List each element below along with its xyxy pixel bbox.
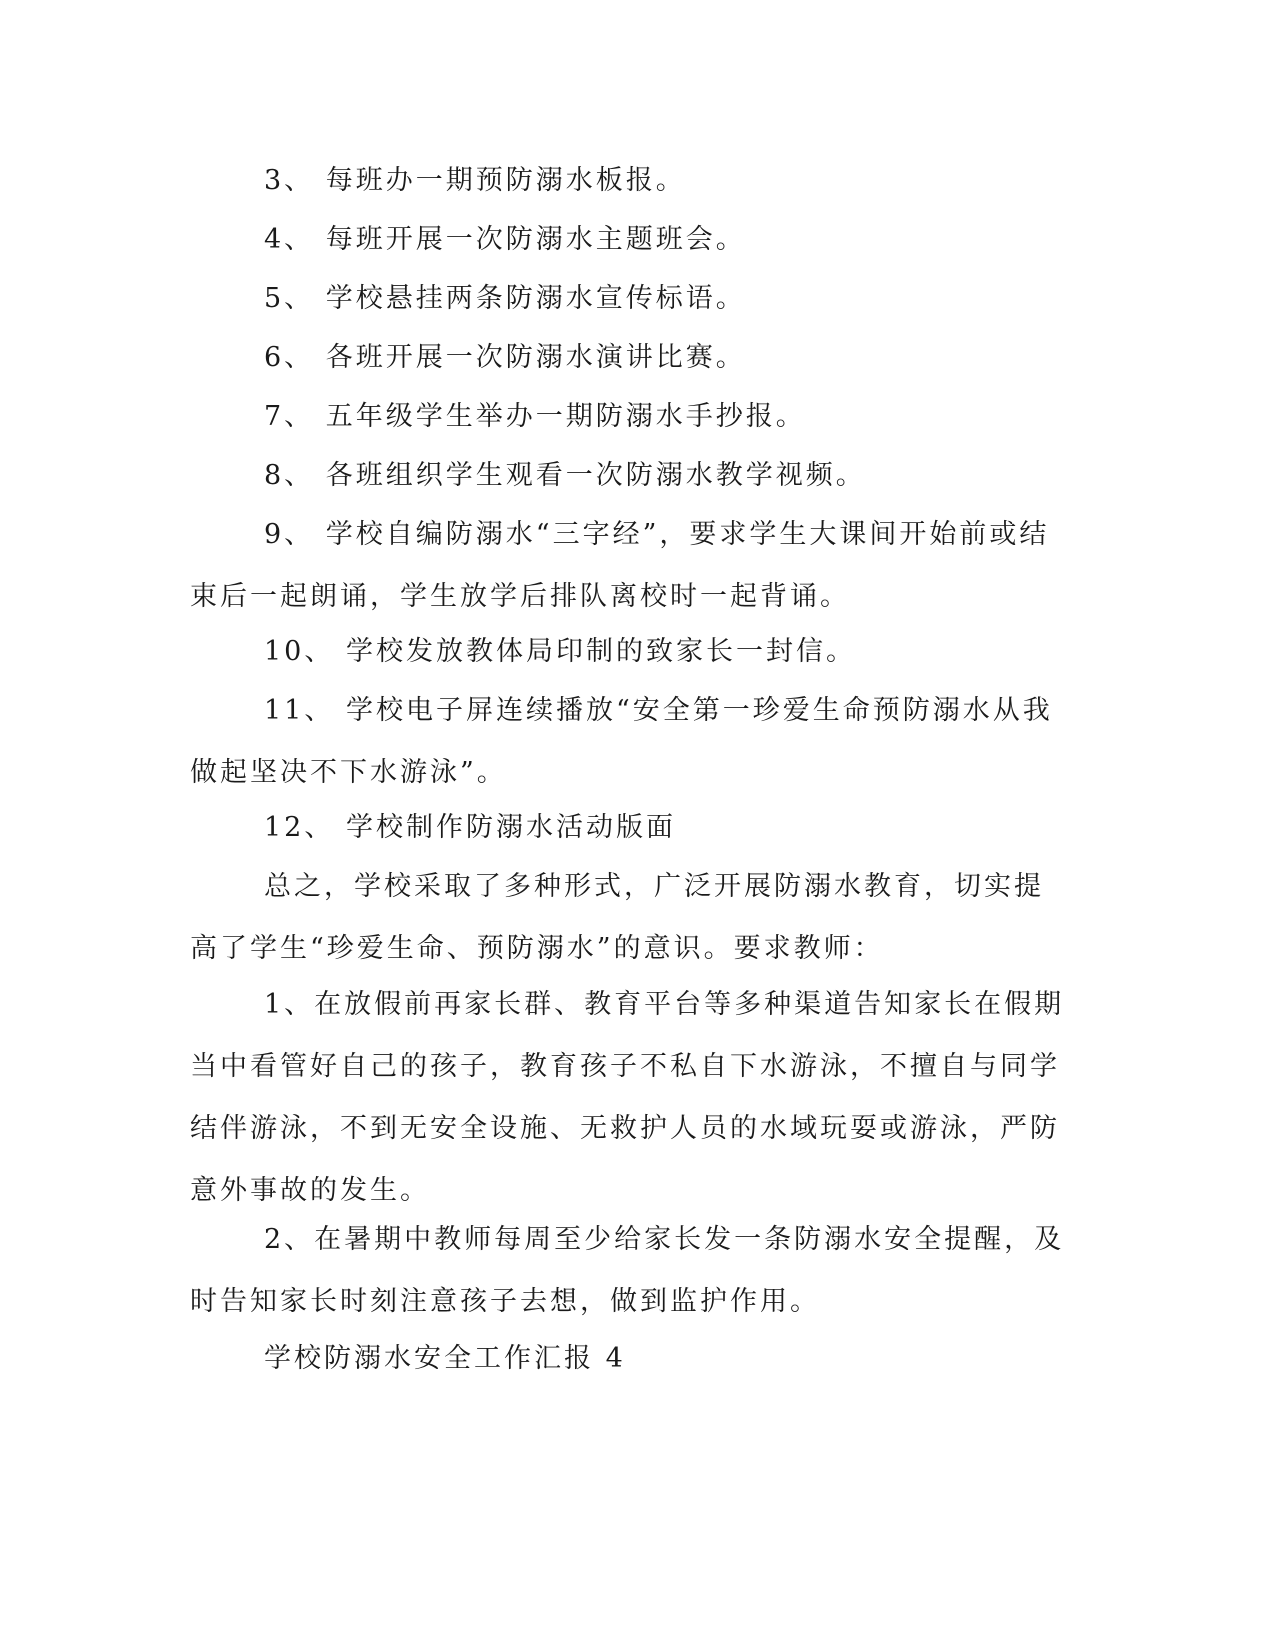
paragraph-item-7: 7、 五年级学生举办一期防溺水手抄报。 (264, 401, 806, 432)
paragraph-item-8: 8、 各班组织学生观看一次防溺水教学视频。 (264, 460, 866, 491)
paragraph-summary: 总之，学校采取了多种形式，广泛开展防溺水教育，切实提高了学生“珍爱生命、预防溺水”的意识。要求教师： (190, 871, 1044, 964)
paragraph-item-4: 4、 每班开展一次防溺水主题班会。 (264, 224, 746, 255)
paragraph-item-9: 9、 学校自编防溺水“三字经”，要求学生大课间开始前或结束后一起朗诵，学生放学后排队离校时一起背诵。 (190, 519, 1050, 612)
paragraph-item-3: 3、 每班办一期预防溺水板报。 (264, 165, 686, 196)
paragraph-item-5: 5、 学校悬挂两条防溺水宣传标语。 (264, 283, 746, 314)
paragraph-item-10: 10、 学校发放教体局印制的致家长一封信。 (264, 636, 856, 667)
paragraph-item-12: 12、 学校制作防溺水活动版面 (264, 812, 676, 843)
paragraph-item-11: 11、 学校电子屏连续播放“安全第一珍爱生命预防溺水从我做起坚决不下水游泳”。 (190, 695, 1053, 788)
paragraph-teacher-req-1: 1、在放假前再家长群、教育平台等多种渠道告知家长在假期当中看管好自己的孩子，教育孩子不私自下水游泳，不擅自与同学结伴游泳，不到无安全设施、无救护人员的水域玩耍或游泳，严防意外事故的发生。 (190, 989, 1065, 1206)
paragraph-teacher-req-2: 2、在暑期中教师每周至少给家长发一条防溺水安全提醒，及时告知家长时刻注意孩子去想，做到监护作用。 (190, 1224, 1065, 1317)
section-heading: 学校防溺水安全工作汇报 4 (264, 1343, 626, 1374)
paragraph-item-6: 6、 各班开展一次防溺水演讲比赛。 (264, 342, 746, 373)
